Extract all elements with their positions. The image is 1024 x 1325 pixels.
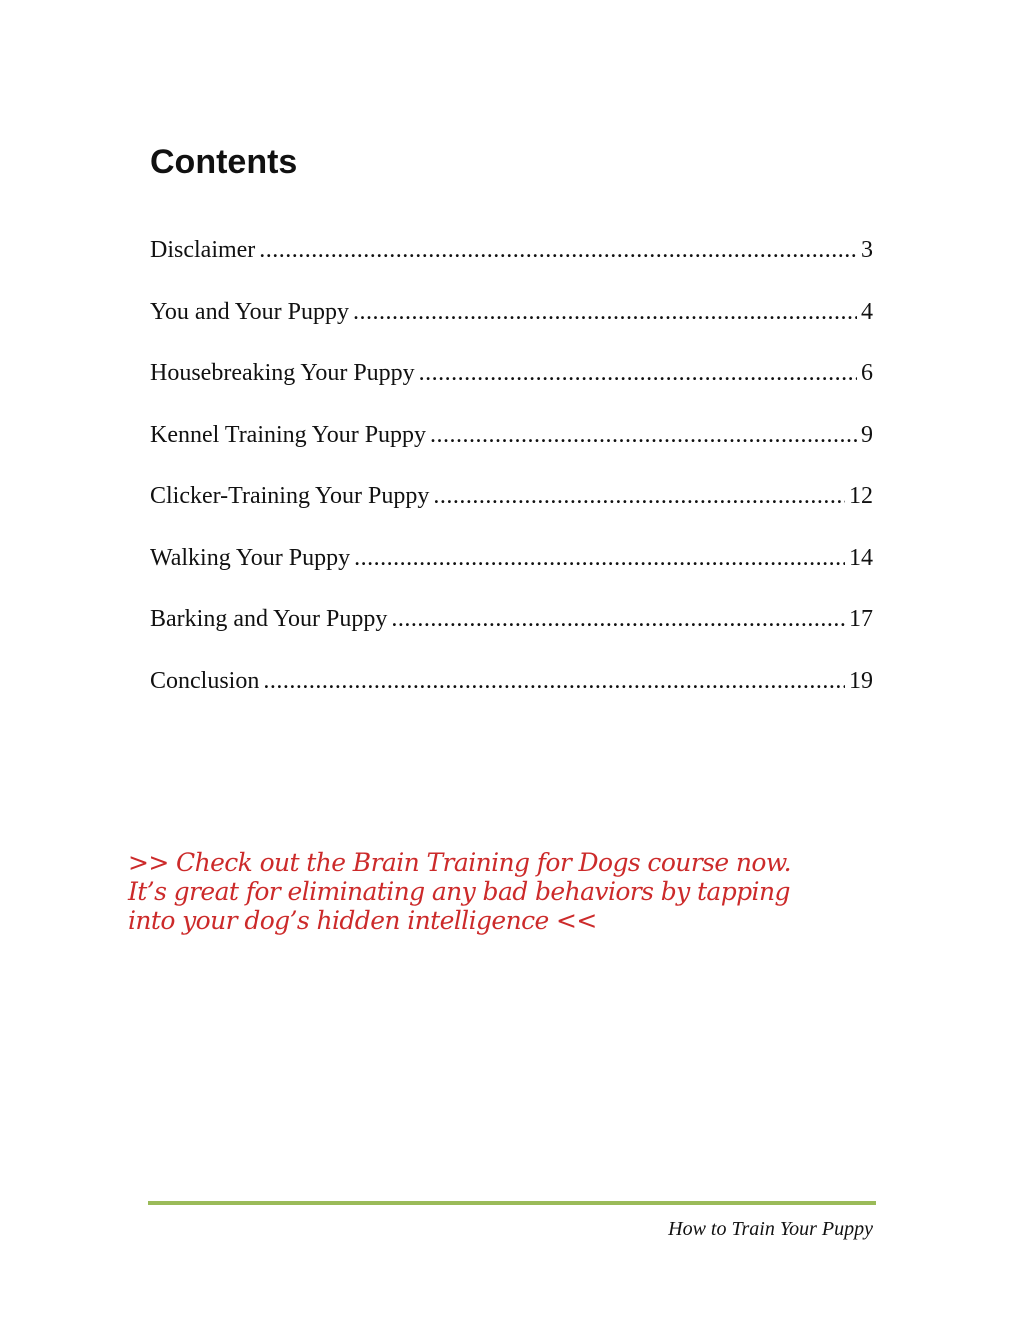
toc-entry-conclusion[interactable] [150,663,873,725]
toc-entry-title: Disclaimer [150,237,256,263]
toc-entry-page: 12 [849,483,873,509]
toc-entry-page: 9 [861,421,873,448]
footer-book-title: How to Train Your Puppy [668,1218,873,1240]
toc-entry-page: 19 [849,667,873,694]
toc-dot-leader [391,601,845,637]
toc-entry-barking[interactable] [150,601,873,663]
toc-entry-you-and-your-puppy[interactable] [150,294,873,356]
toc-entry-disclaimer[interactable] [150,232,873,294]
toc-entry-title: Conclusion [150,667,260,694]
toc-entry-page: 4 [861,298,873,325]
footer-divider [148,1201,876,1205]
toc-dot-leader [433,478,845,514]
toc-entry-walking[interactable] [150,540,873,602]
toc-entry-title: Clicker-Training Your Puppy [150,483,430,509]
toc-entry-title: You and Your Puppy [150,298,349,325]
toc-dot-leader [353,294,857,330]
toc-entry-page: 3 [861,237,873,263]
toc-entry-title: Walking Your Puppy [150,544,351,571]
promo-line: into your dog’s hidden intelligence << [128,906,597,935]
toc-entry-title: Kennel Training Your Puppy [150,421,427,448]
toc-entry-title: Housebreaking Your Puppy [150,360,415,386]
promo-line: >> Check out the Brain Training for Dogs course now. [128,848,792,877]
toc-dot-leader [354,540,845,576]
toc-entry-clicker-training[interactable] [150,478,873,540]
toc-dot-leader [259,232,857,268]
promo-line: It’s great for eliminating any bad behaviors by tapping [128,877,790,906]
toc-entry-page: 6 [861,360,873,386]
toc-entry-page: 17 [849,606,873,632]
page-title: Contents [150,143,298,181]
promo-link[interactable] [128,848,908,935]
toc-dot-leader [430,417,857,453]
toc-entry-kennel-training[interactable] [150,417,873,479]
table-of-contents [150,232,873,724]
toc-entry-page: 14 [849,544,873,571]
toc-dot-leader [419,355,857,391]
toc-entry-housebreaking[interactable] [150,355,873,417]
toc-entry-title: Barking and Your Puppy [150,606,388,632]
toc-dot-leader [263,663,845,699]
